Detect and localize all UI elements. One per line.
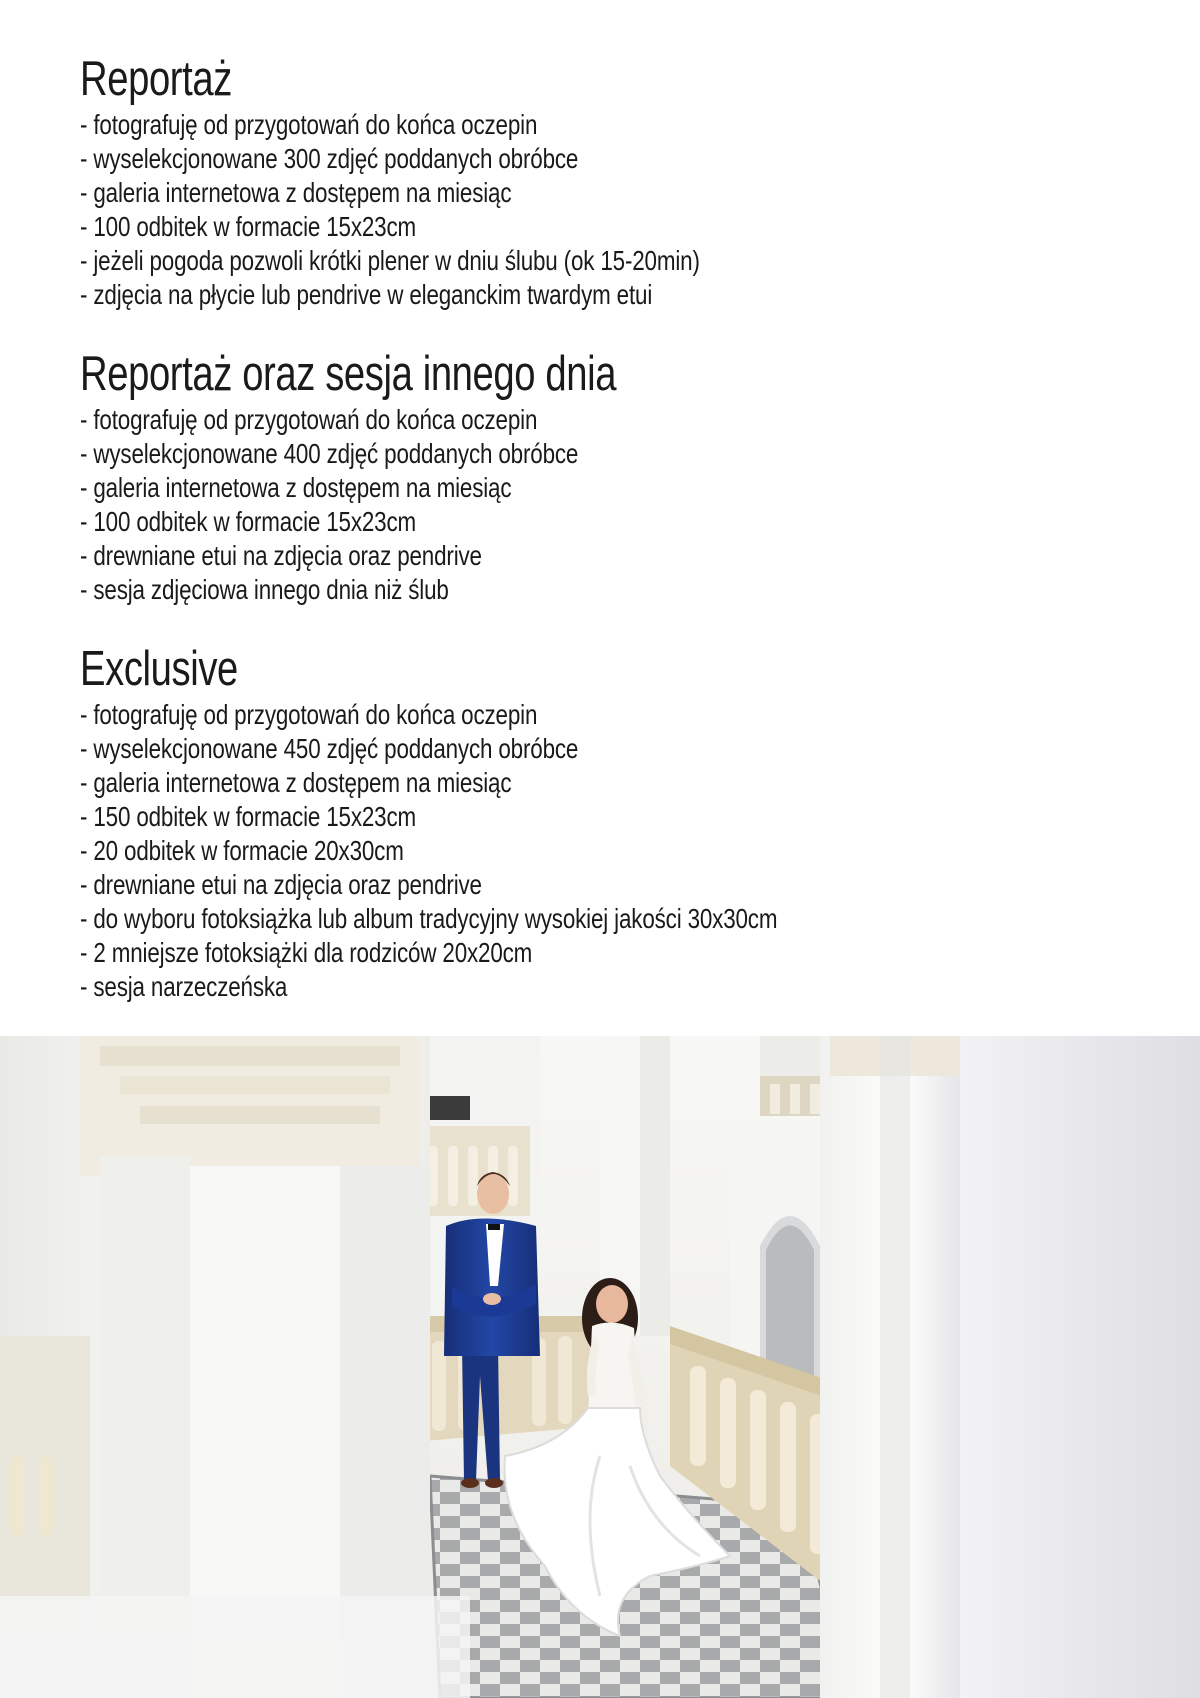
feature-item: - drewniane etui na zdjęcia oraz pendrive [80, 869, 482, 900]
package-reportaz-sesja [80, 345, 1120, 607]
feature-item: - 100 odbitek w formacie 15x23cm [80, 211, 417, 242]
feature-item: - 150 odbitek w formacie 15x23cm [80, 801, 417, 832]
package-reportaz [80, 50, 1120, 312]
package-features [80, 403, 1120, 607]
feature-item: - galeria internetowa z dostępem na miesiąc [80, 177, 512, 208]
feature-item: - fotografuję od przygotowań do końca oczepin [80, 404, 538, 435]
package-exclusive [80, 640, 1120, 1004]
feature-item: - do wyboru fotoksiążka lub album tradycyjny wysokiej jakości 30x30cm [80, 903, 778, 934]
feature-item: - galeria internetowa z dostępem na miesiąc [80, 767, 512, 798]
feature-item: - wyselekcjonowane 450 zdjęć poddanych obróbce [80, 733, 579, 764]
feature-item: - wyselekcjonowane 300 zdjęć poddanych obróbce [80, 143, 579, 174]
feature-item: - 2 mniejsze fotoksiążki dla rodziców 20x20cm [80, 937, 533, 968]
package-features [80, 108, 1120, 312]
feature-item: - 20 odbitek w formacie 20x30cm [80, 835, 404, 866]
feature-item: - 100 odbitek w formacie 15x23cm [80, 506, 417, 537]
package-title: Reportaż [80, 52, 232, 106]
feature-item: - wyselekcjonowane 400 zdjęć poddanych obróbce [80, 438, 579, 469]
package-title: Reportaż oraz sesja innego dnia [80, 347, 617, 401]
feature-item: - sesja zdjęciowa innego dnia niż ślub [80, 574, 449, 605]
feature-item: - galeria internetowa z dostępem na miesiąc [80, 472, 512, 503]
feature-item: - jeżeli pogoda pozwoli krótki plener w dniu ślubu (ok 15-20min) [80, 245, 700, 276]
wedding-photo [0, 1036, 1200, 1698]
feature-item: - sesja narzeczeńska [80, 971, 288, 1002]
feature-item: - fotografuję od przygotowań do końca oczepin [80, 699, 538, 730]
feature-item: - fotografuję od przygotowań do końca oczepin [80, 109, 538, 140]
feature-item: - drewniane etui na zdjęcia oraz pendrive [80, 540, 482, 571]
package-title: Exclusive [80, 642, 238, 696]
package-features [80, 698, 1120, 1004]
package-list [80, 50, 1120, 1037]
feature-item: - zdjęcia na płycie lub pendrive w eleganckim twardym etui [80, 279, 653, 310]
